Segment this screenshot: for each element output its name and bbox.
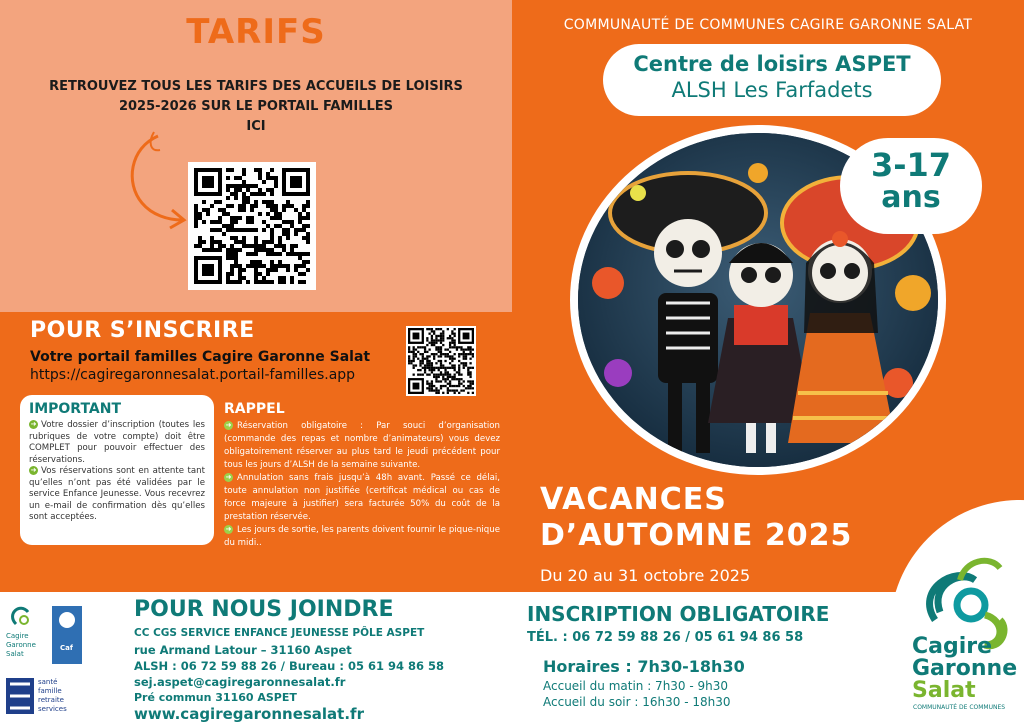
arrow-right-icon: ➜	[30, 466, 37, 474]
portail-url-link[interactable]: https://cagiregaronnesalat.portail-familles.app	[30, 367, 356, 383]
age-unit: ans	[881, 180, 941, 215]
arrow-icon	[120, 128, 190, 238]
inscrire-title: POUR S’INSCRIRE	[30, 318, 255, 343]
address-2: Pré commun 31160 ASPET	[134, 691, 297, 704]
tarifs-text-line-2: 2025-2026 SUR LE PORTAIL FAMILLES	[118, 99, 394, 114]
partner-msa-4: services	[38, 705, 67, 713]
partner-logos	[4, 604, 100, 720]
partner-cgs-2: Garonne	[6, 641, 36, 649]
logo-line-3: Salat	[912, 678, 976, 703]
vacances-dates: Du 20 au 31 octobre 2025	[540, 566, 751, 585]
logo-subtitle: COMMUNAUTÉ DE COMMUNES	[913, 704, 1006, 711]
important-item	[29, 466, 205, 524]
joindre-title: POUR NOUS JOINDRE	[134, 597, 394, 622]
tarifs-title: TARIFS	[186, 12, 326, 52]
email-link[interactable]: sej.aspet@cagiregaronnesalat.fr	[134, 675, 346, 689]
important-box	[20, 395, 214, 545]
arrow-right-icon: ➜	[225, 421, 232, 429]
rappel-item	[224, 472, 500, 524]
age-badge	[840, 138, 982, 234]
accueil-matin: Accueil du matin : 7h30 - 9h30	[543, 679, 729, 693]
centre-title-pill	[603, 44, 941, 116]
age-range: 3-17	[870, 146, 952, 184]
inscription-title: INSCRIPTION OBLIGATOIRE	[527, 602, 830, 626]
partner-caf: Caf	[60, 644, 73, 652]
partner-msa-1: santé	[38, 678, 58, 686]
important-title: IMPORTANT	[29, 401, 122, 417]
important-item	[29, 420, 205, 466]
rappel-text-2: Annulation sans frais jusqu’à 48h avant. Passé ce délai, toute annulation non justifiée (certificat médical ou cas de force majeure à justifier) sera facturée 50% du coût de la prestation réservée.	[224, 473, 500, 522]
rappel-text-3: Les jours de sortie, les parents doivent fournir le pique-nique du midi..	[224, 525, 500, 548]
rappel-text-1: Réservation obligatoire : Par souci d’organisation (commande des repas et nombre d’animateurs) vous devez obligatoirement réserver au plus tard le jeudi précédent pour tous les jours d’ALSH de la semaine suivante.	[224, 421, 500, 470]
partner-msa-2: famille	[38, 687, 62, 695]
rappel-item	[224, 420, 500, 472]
accueil-soir: Accueil du soir : 16h30 - 18h30	[543, 695, 731, 709]
tarifs-link-ici[interactable]: ICI	[246, 119, 266, 134]
alsh-name: ALSH Les Farfadets	[671, 78, 873, 102]
phone-numbers: ALSH : 06 72 59 88 26 / Bureau : 05 61 94 86 58	[134, 659, 444, 673]
service-name: CC CGS SERVICE ENFANCE JEUNESSE PÔLE ASPET	[134, 627, 425, 639]
portail-title: Votre portail familles Cagire Garonne Salat	[30, 349, 371, 365]
address: rue Armand Latour – 31160 Aspet	[134, 643, 352, 657]
partner-cgs-1: Cagire	[6, 632, 29, 640]
rappel-item	[224, 524, 500, 550]
horaires: Horaires : 7h30-18h30	[543, 657, 745, 676]
logo-line-1: Cagire	[912, 634, 993, 659]
vacances-title: VACANCES	[540, 482, 727, 517]
important-text-1: Votre dossier d’inscription (toutes les rubriques de votre compte) doit être COMPLET pour pouvoir effectuer des réservations.	[29, 420, 205, 465]
tarifs-text-line-1: RETROUVEZ TOUS LES TARIFS DES ACCUEILS DE LOISIRS	[49, 79, 463, 94]
website-link[interactable]: www.cagiregaronnesalat.fr	[134, 705, 364, 723]
vacances-season: D’AUTOMNE 2025	[540, 518, 853, 553]
logo-line-2: Garonne	[912, 656, 1018, 681]
partner-msa-3: retraite	[38, 696, 64, 704]
communaute-header: COMMUNAUTÉ DE COMMUNES CAGIRE GARONNE SALAT	[563, 17, 973, 33]
partner-cgs-3: Salat	[6, 650, 24, 658]
centre-name: Centre de loisirs ASPET	[633, 52, 911, 76]
rappel-title: RAPPEL	[224, 401, 285, 417]
arrow-right-icon: ➜	[225, 525, 232, 533]
rappel-list	[224, 420, 500, 550]
important-text-2: Vos réservations sont en attente tant qu’elles n’ont pas été validées par le service Enfance Jeunesse. Vous recevrez un e-mail de confirmation dès qu’elles sont acceptées.	[29, 466, 205, 522]
portail-qr-code[interactable]	[406, 326, 476, 396]
arrow-right-icon: ➜	[225, 473, 232, 481]
inscription-phone: TÉL. : 06 72 59 88 26 / 05 61 94 86 58	[527, 630, 804, 645]
arrow-right-icon: ➜	[30, 420, 37, 428]
tarifs-qr-code[interactable]	[188, 162, 316, 290]
